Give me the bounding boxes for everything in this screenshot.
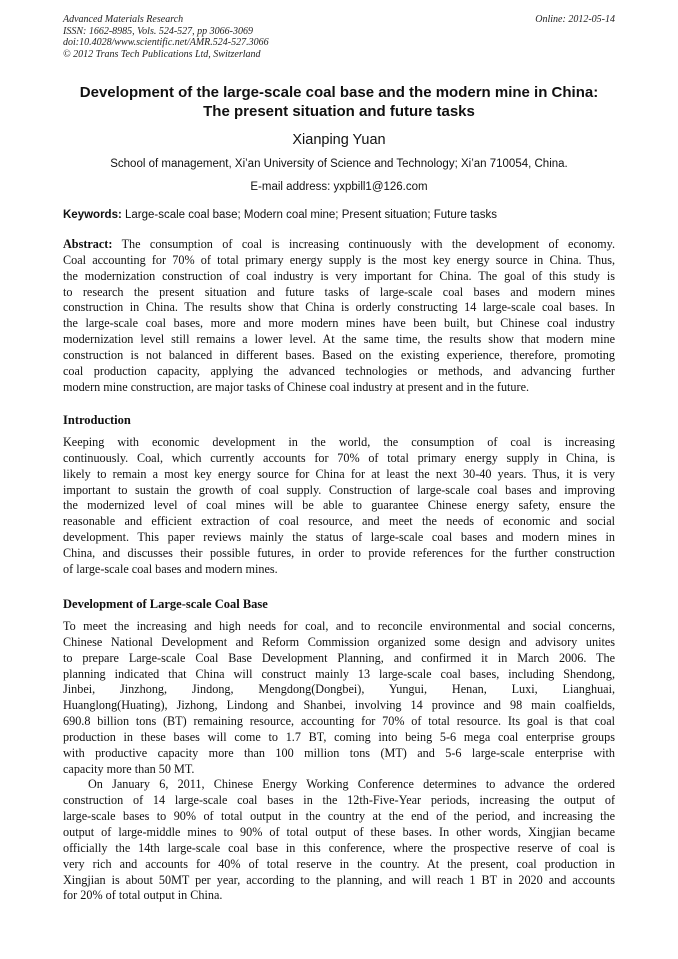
abstract-line: modern mine construction, are major tasks of Chinese coal industry at present and in the future. (63, 379, 530, 394)
keywords-text: Large-scale coal base; Modern coal mine; Present situation; Future tasks (121, 209, 498, 221)
copyright-line: © 2012 Trans Tech Publications Ltd, Switzerland (63, 48, 261, 60)
author-email: E-mail address: yxpbill1@126.com (250, 181, 428, 193)
development-heading: Development of Large-scale Coal Base (63, 597, 268, 611)
dev-line: To meet the increasing and high needs for coal, and to reconcile environmental and social concerns, (63, 619, 615, 633)
abstract-line: construction is not balanced in different bases. Based on the existing experience, therefore, promoting (63, 347, 615, 362)
introduction-heading: Introduction (63, 413, 131, 427)
dev-line: capacity more than 50 MT. (63, 761, 195, 776)
abstract-line: coal production capacity, applying the advanced technologies or methods, and advancing further (63, 363, 615, 378)
dev-line: very rich and accounts for 40% of total reserve in the country. At the present, coal production in (63, 856, 615, 871)
title-line-1: Development of the large-scale coal base and the modern mine in China: (79, 84, 599, 101)
abstract-line: the large-scale coal bases, more and more modern mines have been built, but Chinese coal industry (63, 316, 615, 331)
dev-line: to prepare Large-scale Coal Base Development Planning, and confirmed it in March 2006. The (63, 650, 615, 665)
keywords-label: Keywords: (63, 209, 122, 221)
dev-line: construction of 14 large-scale coal bases in the 12th-Five-Year periods, increasing the output of (63, 793, 615, 808)
dev-line: with productive capacity more than 100 million tons (MT) and 5-6 large-scale enterprise with (63, 745, 615, 760)
dev-line: On January 6, 2011, Chinese Energy Working Conference determines to advance the ordered (88, 777, 615, 792)
intro-line: the modernized level of coal mines will be able to guarantee Chinese energy safety, ensure the (63, 498, 615, 513)
abstract-line: modernization level still remains a lower level. At the same time, the results show that modern mine (63, 332, 615, 347)
abstract (63, 237, 615, 395)
paper-title (40, 84, 638, 121)
dev-line: Huanglong(Huating), Jizhong, Lindong and Shanbei, involving 14 province and 98 main coalfields, (63, 698, 615, 713)
dev-line: production in these bases will come to 1.7 BT, coming into being 5-6 mega coal enterprise groups (63, 729, 615, 744)
abstract-line: to research the present situation and future tasks of large-scale coal bases and modern mines (63, 284, 615, 299)
dev-line: output of large-middle mines to 90% of total output of these bases. In other words, Xingjian became (63, 824, 615, 839)
online-date: Online: 2012-05-14 (535, 14, 615, 25)
dev-line: Chinese National Development and Reform Commission organized some design and advisory unites (63, 634, 615, 649)
intro-line: Keeping with economic development in the world, the consumption of coal is increasing (63, 435, 615, 449)
intro-line: of large-scale coal bases and modern mines. (63, 561, 278, 576)
keywords (63, 208, 615, 222)
dev-line: Jinbei, Jinzhong, Jindong, Mengdong(Dongbei), Yungui, Henan, Luxi, Lianghuai, (63, 682, 615, 697)
author-affiliation: School of management, Xi’an University of Science and Technology; Xi’an 710054, China. (110, 158, 568, 170)
intro-line: important to sustain the growth of coal supply. Construction of large-scale coal bases and improving (63, 482, 615, 497)
intro-line: reasonable and efficient extraction of coal resource, and meet the needs of economic and social (63, 514, 615, 529)
abstract-label: Abstract: (63, 237, 113, 251)
title-line-2: The present situation and future tasks (203, 102, 475, 120)
development-body (63, 619, 615, 904)
abstract-line: The consumption of coal is increasing continuously with the development of economy. (112, 237, 615, 251)
abstract-line: construction in China. The results show that China is orderly constructing 14 large-scale coal bases. In (63, 300, 615, 315)
journal-header (63, 14, 269, 60)
dev-line: large-scale bases to 90% of total output in the country at the end of the period, and increasing the (63, 809, 615, 824)
abstract-line: Coal accounting for 70% of total primary energy supply is the most key energy source in China. Thus, (63, 252, 615, 267)
introduction-body (63, 435, 615, 578)
dev-line: planning indicated that China will construct mainly 13 large-scale coal bases, including Shendong, (63, 666, 615, 681)
dev-line: 690.8 billion tons (BT) remaining resource, accounting for 70% of total resource. Its goal is that coal (63, 714, 615, 729)
intro-line: development. This paper reviews mainly the status of large-scale coal bases and modern mines in (63, 530, 615, 545)
intro-line: continuously. Coal, which currently accounts for 70% of total primary energy supply in China, is (63, 450, 615, 465)
author-name: Xianping Yuan (292, 132, 386, 148)
doi-line: doi:10.4028/www.scientific.net/AMR.524-527.3066 (63, 37, 269, 49)
dev-line: officially the 14th large-scale coal base in this conference, where the prospective reserve of coal is (63, 840, 615, 855)
intro-line: China, and discusses their possible futures, in order to provide references for the further construction (63, 545, 615, 560)
issn-line: ISSN: 1662-8985, Vols. 524-527, pp 3066-3069 (63, 25, 253, 37)
dev-line: Xingjian is about 50MT per year, according to the planning, and will reach 1 BT in 2020 and accounts (63, 872, 615, 887)
intro-line: likely to remain a most key energy source for China for at least the next 30-40 years. Thus, it is very (63, 466, 615, 481)
journal-name: Advanced Materials Research (63, 14, 184, 25)
abstract-line: the modernization construction of coal industry is very important for China. The goal of this study is (63, 268, 615, 283)
dev-line: for 20% of total output in China. (63, 888, 223, 903)
